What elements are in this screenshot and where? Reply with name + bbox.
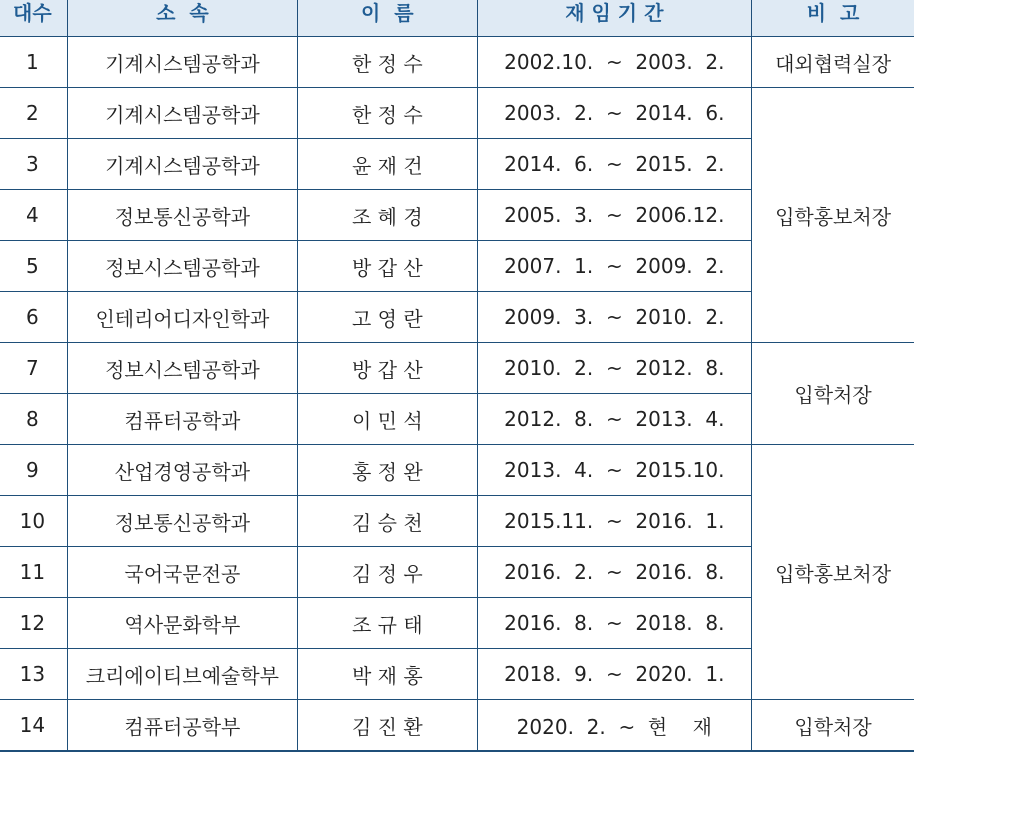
department-cell: 기계시스템공학과 <box>67 88 298 139</box>
remarks-cell: 대외협력실장 <box>752 37 914 88</box>
term-period-cell: 2002.10. ~ 2003. 2. <box>477 37 752 88</box>
table-header <box>0 0 914 37</box>
name-cell: 김 정 우 <box>298 547 477 598</box>
term-period-cell: 2016. 2. ~ 2016. 8. <box>477 547 752 598</box>
remarks-cell: 입학홍보처장 <box>752 445 914 700</box>
term-period-cell: 2020. 2. ~ 현 재 <box>477 700 752 752</box>
row-number: 12 <box>0 598 67 649</box>
table-body <box>0 37 914 752</box>
name-cell: 윤 재 건 <box>298 139 477 190</box>
row-number: 14 <box>0 700 67 752</box>
name-cell: 김 진 환 <box>298 700 477 752</box>
term-period-cell: 2010. 2. ~ 2012. 8. <box>477 343 752 394</box>
term-period-cell: 2014. 6. ~ 2015. 2. <box>477 139 752 190</box>
remarks-cell: 입학홍보처장 <box>752 88 914 343</box>
term-period-cell: 2016. 8. ~ 2018. 8. <box>477 598 752 649</box>
department-cell: 기계시스템공학과 <box>67 37 298 88</box>
header-term-period: 재 임 기 간 <box>477 0 752 37</box>
department-cell: 국어국문전공 <box>67 547 298 598</box>
row-number: 11 <box>0 547 67 598</box>
name-cell: 한 정 수 <box>298 37 477 88</box>
header-department: 소 속 <box>67 0 298 37</box>
name-cell: 방 갑 산 <box>298 343 477 394</box>
row-number: 3 <box>0 139 67 190</box>
department-cell: 역사문화학부 <box>67 598 298 649</box>
term-period-cell: 2013. 4. ~ 2015.10. <box>477 445 752 496</box>
table-row <box>0 445 914 496</box>
term-period-cell: 2012. 8. ~ 2013. 4. <box>477 394 752 445</box>
term-period-cell: 2003. 2. ~ 2014. 6. <box>477 88 752 139</box>
row-number: 9 <box>0 445 67 496</box>
department-cell: 정보시스템공학과 <box>67 343 298 394</box>
row-number: 8 <box>0 394 67 445</box>
term-period-cell: 2009. 3. ~ 2010. 2. <box>477 292 752 343</box>
header-remarks: 비 고 <box>752 0 914 37</box>
name-cell: 방 갑 산 <box>298 241 477 292</box>
department-cell: 정보시스템공학과 <box>67 241 298 292</box>
header-name: 이 름 <box>298 0 477 37</box>
row-number: 6 <box>0 292 67 343</box>
name-cell: 고 영 란 <box>298 292 477 343</box>
row-number: 1 <box>0 37 67 88</box>
name-cell: 박 재 홍 <box>298 649 477 700</box>
term-period-cell: 2007. 1. ~ 2009. 2. <box>477 241 752 292</box>
row-number: 7 <box>0 343 67 394</box>
term-period-cell: 2005. 3. ~ 2006.12. <box>477 190 752 241</box>
department-cell: 정보통신공학과 <box>67 190 298 241</box>
department-cell: 산업경영공학과 <box>67 445 298 496</box>
name-cell: 김 승 천 <box>298 496 477 547</box>
department-cell: 컴퓨터공학과 <box>67 394 298 445</box>
term-period-cell: 2018. 9. ~ 2020. 1. <box>477 649 752 700</box>
header-generation: 대수 <box>0 0 67 37</box>
table-row <box>0 88 914 139</box>
header-row <box>0 0 914 37</box>
department-cell: 컴퓨터공학부 <box>67 700 298 752</box>
name-cell: 조 혜 경 <box>298 190 477 241</box>
remarks-cell: 입학처장 <box>752 700 914 752</box>
table-row <box>0 700 914 752</box>
department-cell: 크리에이티브예술학부 <box>67 649 298 700</box>
row-number: 13 <box>0 649 67 700</box>
name-cell: 이 민 석 <box>298 394 477 445</box>
department-cell: 인테리어디자인학과 <box>67 292 298 343</box>
row-number: 4 <box>0 190 67 241</box>
table-row <box>0 343 914 394</box>
department-cell: 정보통신공학과 <box>67 496 298 547</box>
name-cell: 홍 정 완 <box>298 445 477 496</box>
table-row <box>0 37 914 88</box>
row-number: 5 <box>0 241 67 292</box>
row-number: 10 <box>0 496 67 547</box>
term-period-cell: 2015.11. ~ 2016. 1. <box>477 496 752 547</box>
row-number: 2 <box>0 88 67 139</box>
name-cell: 한 정 수 <box>298 88 477 139</box>
remarks-cell: 입학처장 <box>752 343 914 445</box>
name-cell: 조 규 태 <box>298 598 477 649</box>
department-cell: 기계시스템공학과 <box>67 139 298 190</box>
